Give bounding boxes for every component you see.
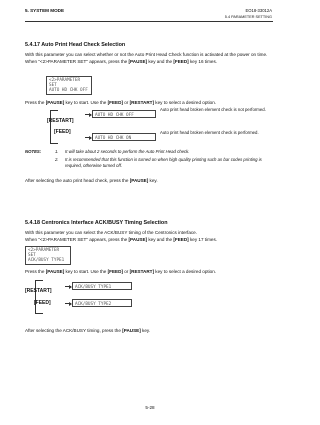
s18-option2-box <box>72 299 132 307</box>
s18-press-line: Press the [PAUSE] key to start. Use the [FEED] or [RESTART] key to select a desired option. <box>25 269 217 274</box>
s17-arrow-down <box>85 137 91 138</box>
s17-option1-box <box>92 110 156 118</box>
s17-lcd-line2: AUTO HD CHK OFF <box>49 88 88 94</box>
s18-key-bracket <box>35 280 43 314</box>
s17-option2-desc: Auto print head broken element check is performed. <box>160 130 259 135</box>
s17-note2-num: 2. <box>55 157 59 162</box>
s17-option2-text: AUTO HD CHK ON <box>95 135 132 141</box>
s18-option1-text: ACK/BUSY TYPE1 <box>75 284 112 290</box>
s18-lcd-line2: ACK/BUSY TYPE1 <box>28 258 65 264</box>
s17-notes-label: NOTES: <box>25 149 42 154</box>
s17-note2: It is recommended that this function is turned on when high quality printing such as bar codes printing is required, otherwise turned off. <box>65 157 262 168</box>
s17-note1: It will take about 2 seconds to perform the Auto Print Head check. <box>65 149 190 154</box>
s18-after: After selecting the ACK/BUSY timing, press the [PAUSE] key. <box>25 328 151 333</box>
s18-lcd-display <box>25 246 71 265</box>
s18-arrow-up <box>65 286 71 287</box>
section-title-5-4-17: 5.4.17 Auto Print Head Check Selection <box>25 42 126 48</box>
s17-note1-num: 1. <box>55 149 59 154</box>
s17-after: After selecting the auto print head check, press the [PAUSE] key. <box>25 178 158 183</box>
s17-feed-key: [FEED] <box>54 129 71 135</box>
s17-option1-text: AUTO HD CHK OFF <box>95 112 134 118</box>
s18-option2-text: ACK/BUSY TYPE2 <box>75 301 112 307</box>
s18-lcd-line1: <2>PARAMETER SET <box>28 247 60 258</box>
page-number: 5-28 <box>145 405 155 410</box>
s17-lcd-line1: <2>PARAMETER SET <box>49 77 81 88</box>
s17-arrow-up <box>85 114 91 115</box>
s17-para-text: With this parameter you can select whether or not the Auto Print Head Check function is activated at the power on time. When "<2>PARAMETER SET" appears, press the [PAUSE] key and the [FEED] key 16 times. <box>25 52 268 64</box>
s17-option1-desc: Auto print head broken element check is not performed. <box>160 107 266 112</box>
header-rule <box>25 21 273 22</box>
header-section: 5. SYSTEM MODE <box>25 8 65 13</box>
s17-option2-box <box>92 133 156 141</box>
header-subsection: 5.4 PARAMETER SETTING <box>224 15 272 19</box>
s18-option1-box <box>72 282 132 290</box>
s17-paragraph <box>25 51 273 65</box>
s17-key-bracket <box>50 110 58 144</box>
s18-restart-key: [RESTART] <box>25 288 52 294</box>
s18-arrow-down <box>65 303 71 304</box>
header-doc-id: EO18-33012A <box>245 8 272 13</box>
s17-lcd-display <box>46 76 92 95</box>
s18-para2: When "<2>PARAMETER SET" appears, press the [PAUSE] key and the [FEED] key 17 times. <box>25 237 218 242</box>
s17-press-line: Press the [PAUSE] key to start. Use the [FEED] or [RESTART] key to select a desired option. <box>25 100 217 105</box>
s18-feed-key: [FEED] <box>34 300 51 306</box>
section-title-5-4-18: 5.4.18 Centronics Interface ACK/BUSY Timing Selection <box>25 220 168 226</box>
s18-para1: With this parameter you can select the ACK/BUSY timing of the Centronics interface. <box>25 230 198 235</box>
s17-restart-key: [RESTART] <box>47 118 74 124</box>
